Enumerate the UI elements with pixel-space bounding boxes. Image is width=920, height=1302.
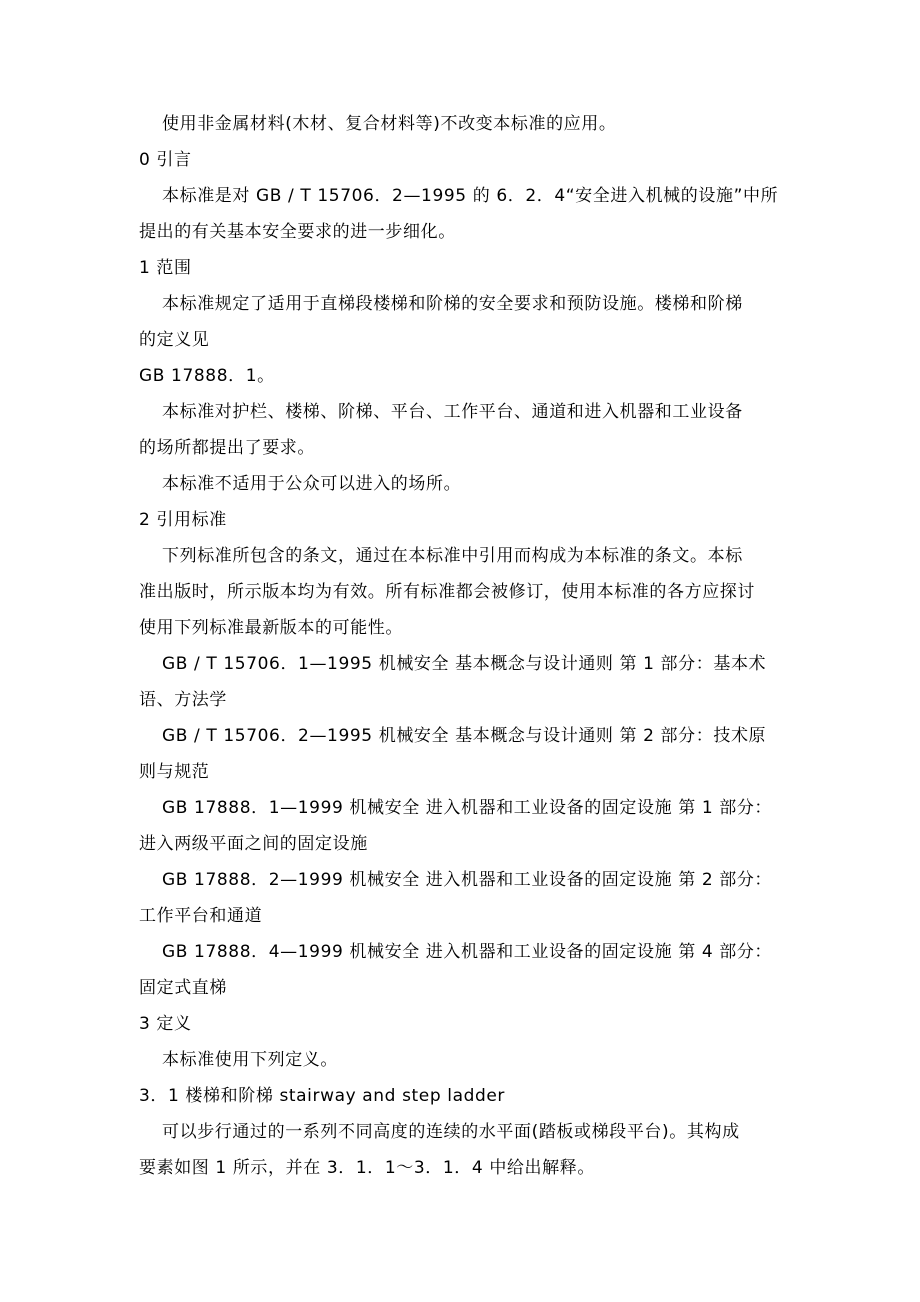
section-heading-0: 0 引言 — [139, 150, 192, 170]
paragraph-line: 下列标准所包含的条文，通过在本标准中引用而构成为本标准的条文。本标 — [162, 546, 743, 566]
reference-entry-continuation: 则与规范 — [139, 762, 210, 782]
paragraph-line: 本标准使用下列定义。 — [162, 1050, 338, 1070]
reference-entry: GB / T 15706．1—1995 机械安全 基本概念与设计通则 第 1 部分：基本术 — [162, 654, 767, 674]
reference-entry-continuation: 进入两级平面之间的固定设施 — [139, 834, 368, 854]
paragraph-line: 本标准规定了适用于直梯段楼梯和阶梯的安全要求和预防设施。楼梯和阶梯 — [162, 294, 743, 314]
paragraph-line: 本标准对护栏、楼梯、阶梯、平台、工作平台、通道和进入机器和工业设备 — [162, 402, 743, 422]
paragraph-line: 可以步行通过的一系列不同高度的连续的水平面(踏板或梯段平台)。其构成 — [162, 1122, 740, 1142]
paragraph-line: 本标准是对 GB / T 15706．2—1995 的 6．2．4“安全进入机械的设施”中所 — [162, 186, 779, 206]
reference-entry: GB 17888．1—1999 机械安全 进入机器和工业设备的固定设施 第 1 部分： — [162, 798, 773, 818]
reference-entry: GB 17888．4—1999 机械安全 进入机器和工业设备的固定设施 第 4 部分： — [162, 942, 773, 962]
paragraph-line: 本标准不适用于公众可以进入的场所。 — [162, 474, 462, 494]
paragraph-line: 使用非金属材料(木材、复合材料等)不改变本标准的应用。 — [162, 114, 617, 134]
reference-entry-continuation: 语、方法学 — [139, 690, 227, 710]
paragraph-line: 的定义见 — [139, 330, 210, 350]
paragraph-line: GB 17888．1。 — [139, 366, 275, 386]
reference-entry-continuation: 固定式直梯 — [139, 978, 227, 998]
paragraph-line: 准出版时，所示版本均为有效。所有标准都会被修订，使用本标准的各方应探讨 — [139, 582, 755, 602]
reference-entry: GB / T 15706．2—1995 机械安全 基本概念与设计通则 第 2 部分：技术原 — [162, 726, 767, 746]
paragraph-line: 的场所都提出了要求。 — [139, 438, 315, 458]
section-heading-3: 3 定义 — [139, 1014, 192, 1034]
subsection-heading-3-1: 3．1 楼梯和阶梯 stairway and step ladder — [139, 1086, 506, 1106]
paragraph-line: 使用下列标准最新版本的可能性。 — [139, 618, 403, 638]
paragraph-line: 要素如图 1 所示，并在 3．1．1～3．1．4 中给出解释。 — [139, 1158, 595, 1178]
paragraph-line: 提出的有关基本安全要求的进一步细化。 — [139, 222, 456, 242]
section-heading-2: 2 引用标准 — [139, 510, 227, 530]
reference-entry: GB 17888．2—1999 机械安全 进入机器和工业设备的固定设施 第 2 部分： — [162, 870, 773, 890]
section-heading-1: 1 范围 — [139, 258, 192, 278]
reference-entry-continuation: 工作平台和通道 — [139, 906, 263, 926]
